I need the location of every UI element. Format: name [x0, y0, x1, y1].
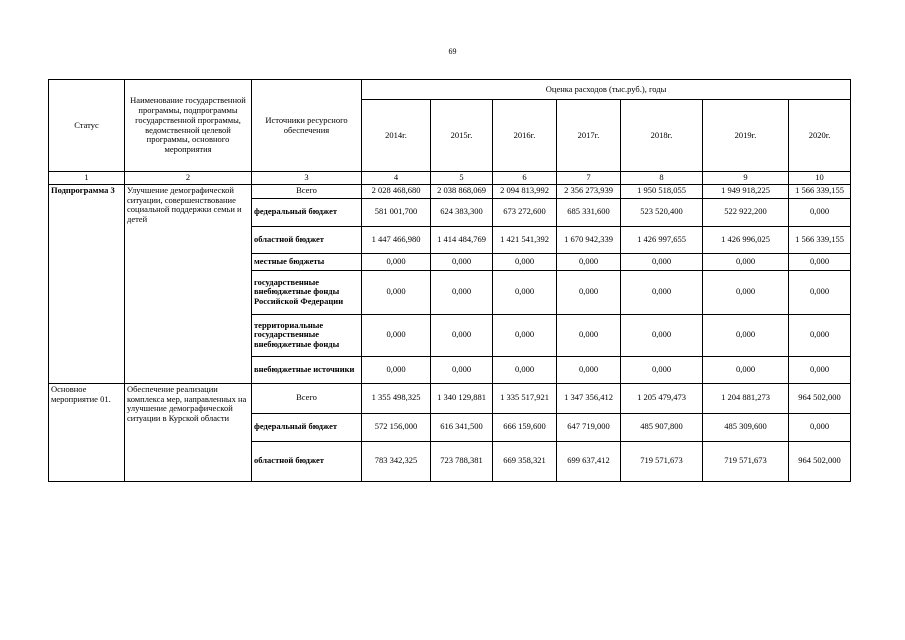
value-cell: 485 309,600 — [703, 413, 789, 441]
value-cell: 2 038 868,069 — [431, 184, 493, 198]
header-name: Наименование государственной программы, подпрограммы государственной программы, ведомственной целевой программы, основного мероприятия — [125, 80, 252, 172]
funding-source: Всего — [252, 184, 362, 198]
value-cell: 1 421 541,392 — [493, 226, 557, 253]
value-cell: 0,000 — [493, 356, 557, 383]
value-cell: 1 335 517,921 — [493, 383, 557, 413]
value-cell: 1 347 356,412 — [557, 383, 621, 413]
value-cell: 647 719,000 — [557, 413, 621, 441]
value-cell: 0,000 — [362, 270, 431, 314]
value-cell: 1 355 498,325 — [362, 383, 431, 413]
expenditure-table — [48, 79, 851, 482]
value-cell: 719 571,673 — [703, 441, 789, 481]
header-status: Статус — [49, 80, 125, 172]
value-cell: 0,000 — [493, 314, 557, 356]
value-cell: 1 204 881,273 — [703, 383, 789, 413]
value-cell: 783 342,325 — [362, 441, 431, 481]
value-cell: 723 788,381 — [431, 441, 493, 481]
col-number: 4 — [362, 172, 431, 185]
value-cell: 1 566 339,155 — [789, 226, 851, 253]
funding-source: Всего — [252, 383, 362, 413]
value-cell: 0,000 — [431, 253, 493, 270]
value-cell: 0,000 — [703, 356, 789, 383]
value-cell: 1 447 466,980 — [362, 226, 431, 253]
value-cell: 964 502,000 — [789, 383, 851, 413]
value-cell: 719 571,673 — [621, 441, 703, 481]
value-cell: 0,000 — [557, 356, 621, 383]
value-cell: 699 637,412 — [557, 441, 621, 481]
year-2019: 2019г. — [703, 100, 789, 172]
col-number: 3 — [252, 172, 362, 185]
col-number: 7 — [557, 172, 621, 185]
value-cell: 964 502,000 — [789, 441, 851, 481]
value-cell: 0,000 — [621, 314, 703, 356]
value-cell: 1 949 918,225 — [703, 184, 789, 198]
value-cell: 0,000 — [621, 356, 703, 383]
page-number: 69 — [448, 47, 457, 56]
value-cell: 0,000 — [362, 314, 431, 356]
funding-source: областной бюджет — [252, 441, 362, 481]
funding-source: территориальные государственные внебюджетные фонды — [252, 314, 362, 356]
value-cell: 0,000 — [703, 270, 789, 314]
value-cell: 522 922,200 — [703, 198, 789, 226]
value-cell: 0,000 — [789, 253, 851, 270]
col-number: 5 — [431, 172, 493, 185]
value-cell: 0,000 — [789, 314, 851, 356]
section-status: Основное мероприятие 01. — [49, 383, 125, 481]
header-sources: Источники ресурсного обеспечения — [252, 80, 362, 172]
value-cell: 1 950 518,055 — [621, 184, 703, 198]
col-number: 2 — [125, 172, 252, 185]
funding-source: федеральный бюджет — [252, 413, 362, 441]
year-2014: 2014г. — [362, 100, 431, 172]
value-cell: 1 340 129,881 — [431, 383, 493, 413]
value-cell: 0,000 — [431, 356, 493, 383]
value-cell: 1 426 997,655 — [621, 226, 703, 253]
value-cell: 0,000 — [789, 356, 851, 383]
value-cell: 1 426 996,025 — [703, 226, 789, 253]
column-number-row — [49, 172, 851, 185]
value-cell: 0,000 — [557, 314, 621, 356]
section-name: Обеспечение реализации комплекса мер, направленных на улучшение демографической ситуации в Курской области — [125, 383, 252, 481]
value-cell: 1 414 484,769 — [431, 226, 493, 253]
value-cell: 0,000 — [362, 253, 431, 270]
value-cell: 1 670 942,339 — [557, 226, 621, 253]
value-cell: 685 331,600 — [557, 198, 621, 226]
year-2016: 2016г. — [493, 100, 557, 172]
value-cell: 0,000 — [431, 314, 493, 356]
value-cell: 0,000 — [621, 270, 703, 314]
value-cell: 673 272,600 — [493, 198, 557, 226]
year-2020: 2020г. — [789, 100, 851, 172]
col-number: 10 — [789, 172, 851, 185]
value-cell: 616 341,500 — [431, 413, 493, 441]
value-cell: 2 028 468,680 — [362, 184, 431, 198]
value-cell: 2 094 813,992 — [493, 184, 557, 198]
col-number: 6 — [493, 172, 557, 185]
value-cell: 666 159,600 — [493, 413, 557, 441]
value-cell: 669 358,321 — [493, 441, 557, 481]
value-cell: 485 907,800 — [621, 413, 703, 441]
value-cell: 0,000 — [362, 356, 431, 383]
value-cell: 523 520,400 — [621, 198, 703, 226]
value-cell: 1 566 339,155 — [789, 184, 851, 198]
table-row — [49, 184, 851, 198]
value-cell: 0,000 — [789, 198, 851, 226]
value-cell: 0,000 — [557, 253, 621, 270]
year-2018: 2018г. — [621, 100, 703, 172]
header-row — [49, 80, 851, 100]
value-cell: 0,000 — [493, 253, 557, 270]
funding-source: областной бюджет — [252, 226, 362, 253]
value-cell: 0,000 — [621, 253, 703, 270]
value-cell: 1 205 479,473 — [621, 383, 703, 413]
value-cell: 0,000 — [703, 314, 789, 356]
value-cell: 581 001,700 — [362, 198, 431, 226]
col-number: 9 — [703, 172, 789, 185]
funding-source: внебюджетные источники — [252, 356, 362, 383]
funding-source: местные бюджеты — [252, 253, 362, 270]
value-cell: 572 156,000 — [362, 413, 431, 441]
section-status: Подпрограмма 3 — [49, 184, 125, 383]
section-name: Улучшение демографической ситуации, совершенствование социальной поддержки семьи и детей — [125, 184, 252, 383]
value-cell: 0,000 — [703, 253, 789, 270]
value-cell: 2 356 273,939 — [557, 184, 621, 198]
value-cell: 624 383,300 — [431, 198, 493, 226]
header-estimate: Оценка расходов (тыс.руб.), годы — [362, 80, 851, 100]
col-number: 1 — [49, 172, 125, 185]
value-cell: 0,000 — [557, 270, 621, 314]
funding-source: государственные внебюджетные фонды Российской Федерации — [252, 270, 362, 314]
table-row — [49, 383, 851, 413]
year-2017: 2017г. — [557, 100, 621, 172]
funding-source: федеральный бюджет — [252, 198, 362, 226]
value-cell: 0,000 — [789, 413, 851, 441]
value-cell: 0,000 — [431, 270, 493, 314]
year-2015: 2015г. — [431, 100, 493, 172]
value-cell: 0,000 — [493, 270, 557, 314]
col-number: 8 — [621, 172, 703, 185]
value-cell: 0,000 — [789, 270, 851, 314]
